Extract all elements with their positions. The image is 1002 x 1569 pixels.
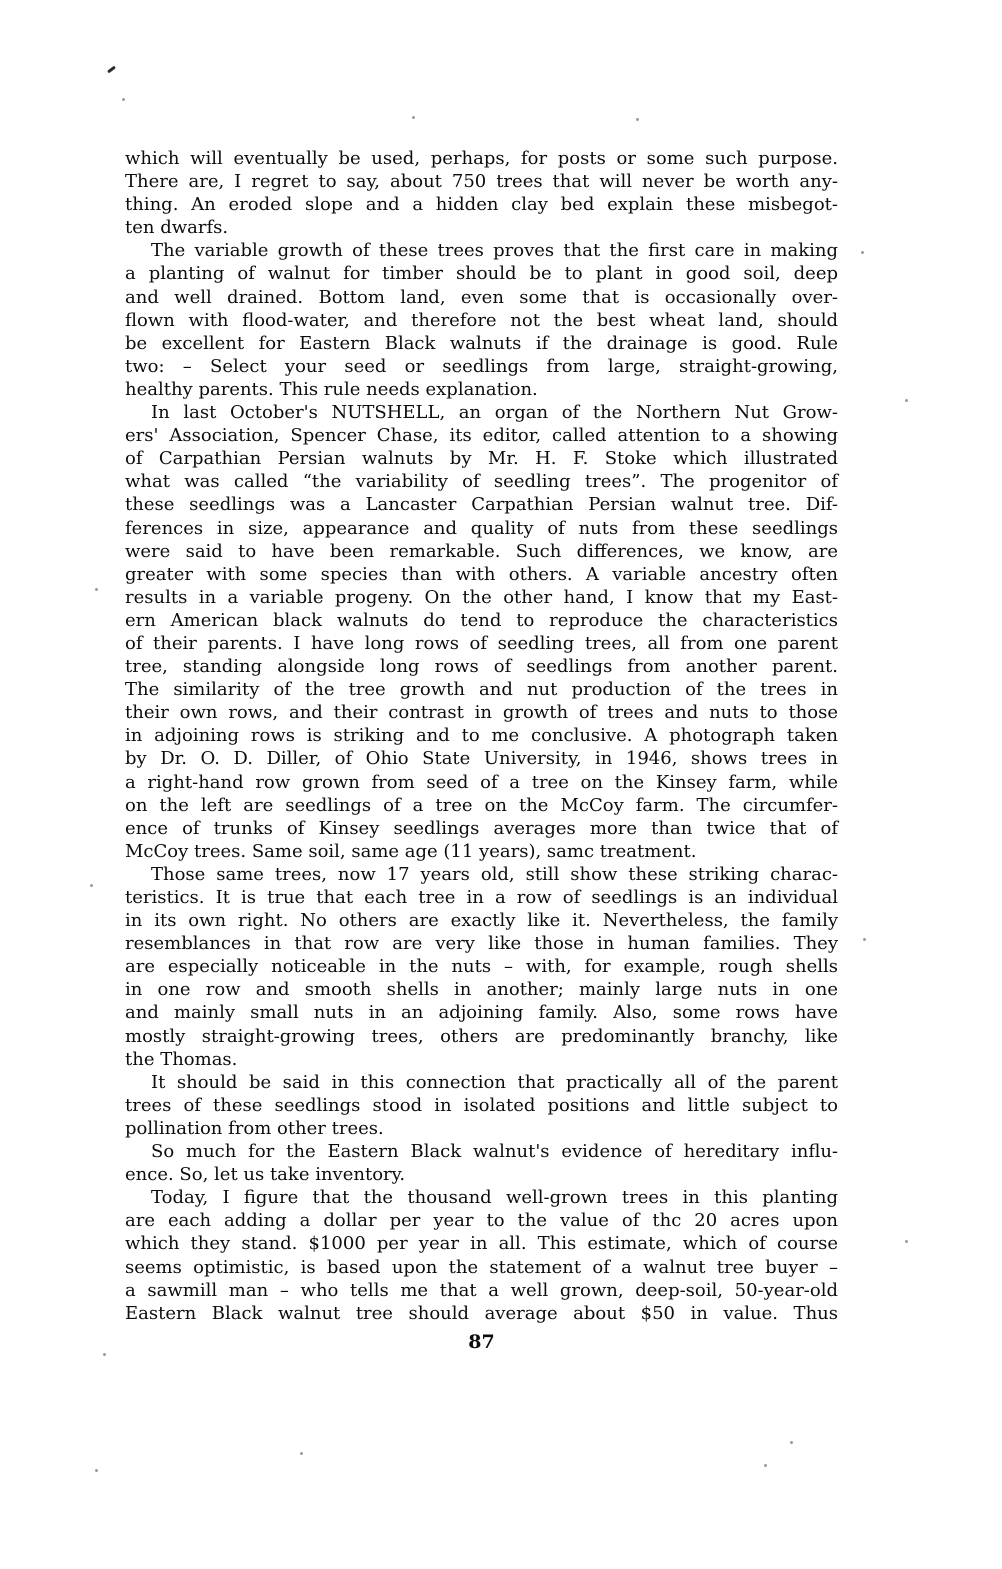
text-line: trees of these seedlings stood in isolated positions and little subject to [125, 1094, 838, 1116]
text-line: In last October's NUTSHELL, an organ of the Northern Nut Grow- [151, 402, 838, 424]
text-line: Those same trees, now 17 years old, still show these striking charac- [151, 863, 838, 885]
scan-artifact-mark [107, 66, 116, 74]
text-line: teristics. It is true that each tree in a row of seedlings is an individual [125, 887, 838, 908]
text-line: healthy parents. This rule needs explanation. [125, 378, 538, 400]
text-line: two: – Select your seed or seedlings from large, straight-growing, [125, 355, 838, 377]
text-line: thing. An eroded slope and a hidden clay bed explain these misbegot- [125, 194, 838, 216]
text-line: on the left are seedlings of a tree on the McCoy farm. The circumfer- [125, 794, 838, 816]
text-line: mostly straight-growing trees, others are predominantly branchy, like [125, 1025, 838, 1047]
text-line: McCoy trees. Same soil, same age (11 years), samc treatment. [125, 840, 697, 862]
text-line: a sawmill man – who tells me that a well grown, deep-soil, 50-year-old [125, 1279, 838, 1301]
text-line: ern American black walnuts do tend to reproduce the characteristics [125, 609, 838, 631]
text-line: and well drained. Bottom land, even some that is occasionally over- [125, 286, 838, 308]
text-line: a planting of walnut for timber should be to plant in good soil, deep [125, 263, 838, 285]
scan-speckle [905, 1240, 908, 1243]
text-line: The similarity of the tree growth and nut production of the trees in [125, 679, 838, 701]
scan-speckle [861, 251, 864, 254]
text-line: in one row and smooth shells in another; mainly large nuts in one [125, 979, 838, 1001]
scan-speckle [90, 884, 93, 887]
scan-speckle [300, 1452, 303, 1455]
text-line: by Dr. O. D. Diller, of Ohio State University, in 1946, shows trees in [125, 748, 838, 770]
text-line: and mainly small nuts in an adjoining family. Also, some rows have [125, 1002, 838, 1024]
page-number: 87 [468, 1331, 495, 1353]
scan-speckle [122, 98, 125, 101]
text-line: ence. So, let us take inventory. [125, 1164, 406, 1186]
text-line: Today, I figure that the thousand well-grown trees in this planting [151, 1187, 838, 1209]
text-line: be excellent for Eastern Black walnuts if the drainage is good. Rule [125, 332, 838, 354]
text-line: their own rows, and their contrast in growth of trees and nuts to those [125, 702, 838, 724]
text-line: the Thomas. [125, 1048, 238, 1070]
scan-speckle [95, 1469, 98, 1472]
text-line: are especially noticeable in the nuts – with, for example, rough shells [125, 956, 838, 978]
scan-speckle [412, 116, 415, 119]
text-line: in adjoining rows is striking and to me conclusive. A photograph taken [125, 725, 838, 747]
text-line: what was called “the variability of seedling trees”. The progenitor of [125, 471, 838, 493]
text-line: of Carpathian Persian walnuts by Mr. H. F. Stoke which illustrated [125, 448, 838, 470]
scan-speckle [95, 588, 98, 591]
text-line: ten dwarfs. [125, 217, 229, 239]
text-line: ence of trunks of Kinsey seedlings averages more than twice that of [125, 817, 838, 839]
text-line: So much for the Eastern Black walnut's evidence of hereditary influ- [151, 1141, 838, 1163]
scan-speckle [790, 1441, 793, 1444]
text-line: There are, I regret to say, about 750 trees that will never be worth any- [125, 171, 838, 193]
text-line: greater with some species than with others. A variable ancestry often [125, 563, 838, 585]
scan-speckle [636, 118, 639, 121]
text-line: results in a variable progeny. On the other hand, I know that my East- [125, 586, 838, 608]
scan-speckle [103, 1353, 106, 1356]
text-line: a right-hand row grown from seed of a tree on the Kinsey farm, while [125, 771, 838, 793]
text-line: were said to have been remarkable. Such differences, we know, are [125, 540, 838, 562]
text-line: these seedlings was a Lancaster Carpathian Persian walnut tree. Dif- [125, 494, 838, 516]
scan-speckle [905, 399, 908, 402]
text-line: which will eventually be used, perhaps, for posts or some such purpose. [125, 148, 838, 169]
scan-speckle [764, 1464, 767, 1467]
text-line: The variable growth of these trees proves that the first care in making [151, 240, 838, 262]
text-line: resemblances in that row are very like those in human families. They [125, 933, 838, 955]
text-line: seems optimistic, is based upon the statement of a walnut tree buyer – [125, 1256, 838, 1278]
text-line: which they stand. $1000 per year in all. This estimate, which of course [125, 1233, 838, 1255]
text-line: in its own right. No others are exactly like it. Nevertheless, the family [125, 910, 838, 932]
text-line: are each adding a dollar per year to the value of thc 20 acres upon [125, 1210, 838, 1232]
page-text [125, 147, 838, 1325]
text-line: Eastern Black walnut tree should average about $50 in value. Thus [125, 1302, 838, 1324]
text-line: ers' Association, Spencer Chase, its editor, called attention to a showing [125, 425, 838, 447]
text-line: It should be said in this connection that practically all of the parent [151, 1071, 838, 1093]
scan-speckle [863, 938, 866, 941]
text-line: ferences in size, appearance and quality of nuts from these seedlings [125, 517, 838, 539]
text-line: of their parents. I have long rows of seedling trees, all from one parent [125, 632, 838, 654]
text-line: tree, standing alongside long rows of seedlings from another parent. [125, 656, 838, 678]
text-line: flown with flood-water, and therefore not the best wheat land, should [125, 309, 838, 331]
text-line: pollination from other trees. [125, 1117, 384, 1139]
